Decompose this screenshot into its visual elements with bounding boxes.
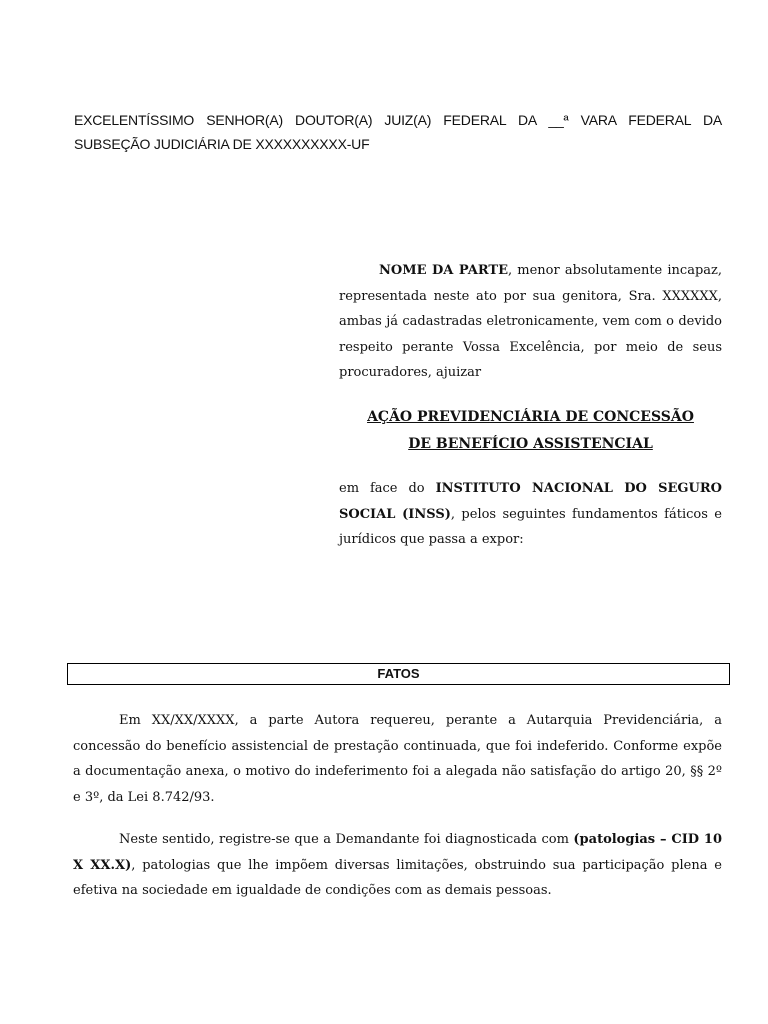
action-title (339, 404, 722, 458)
facts-paragraph-2-end: , patologias que lhe impõem diversas limitações, obstruindo sua participação plena e efetiva na sociedade em igualdade de condições com as demais pessoas. (73, 857, 722, 898)
pathology-placeholder: (patologias – CID 10 X XX.X) (73, 832, 722, 873)
defendant-suffix: , pelos seguintes fundamentos fáticos e jurídicos que passa a expor: (339, 506, 722, 547)
addressee-heading: EXCELENTÍSSIMO SENHOR(A) DOUTOR(A) JUIZ(A) FEDERAL DA __ª VARA FEDERAL DA SUBSEÇÃO JUDICIÁRIA DE XXXXXXXXXX-UF (74, 112, 722, 152)
defendant-prefix: em face do (339, 481, 436, 496)
intro-paragraph (339, 258, 722, 386)
facts-paragraph-2-start: Neste sentido, registre-se que a Demandante foi diagnosticada com (119, 832, 574, 847)
section-heading-fatos: FATOS (67, 663, 730, 685)
facts-paragraph-2 (73, 827, 722, 904)
action-title-line1: AÇÃO PREVIDENCIÁRIA DE CONCESSÃO (367, 409, 694, 425)
defendant-paragraph (339, 476, 722, 553)
defendant-name: INSTITUTO NACIONAL DO SEGURO SOCIAL (INSS) (339, 481, 722, 522)
party-name: NOME DA PARTE (379, 263, 509, 278)
facts-paragraph-1: Em XX/XX/XXXX, a parte Autora requereu, perante a Autarquia Previdenciária, a concessão do benefício assistencial de prestação continuada, que foi indeferido. Conforme expõe a documentação anexa, o motivo do indeferimento foi a alegada não satisfação do artigo 20, §§ 2º e 3º, da Lei 8.742/93. (73, 713, 722, 805)
action-title-line2: DE BENEFÍCIO ASSISTENCIAL (408, 436, 653, 452)
intro-text: , menor absolutamente incapaz, representada neste ato por sua genitora, Sra. XXXXXX, ambas já cadastradas eletronicamente, vem com o devido respeito perante Vossa Excelência, por meio de seus procuradores, ajuizar (339, 263, 722, 380)
